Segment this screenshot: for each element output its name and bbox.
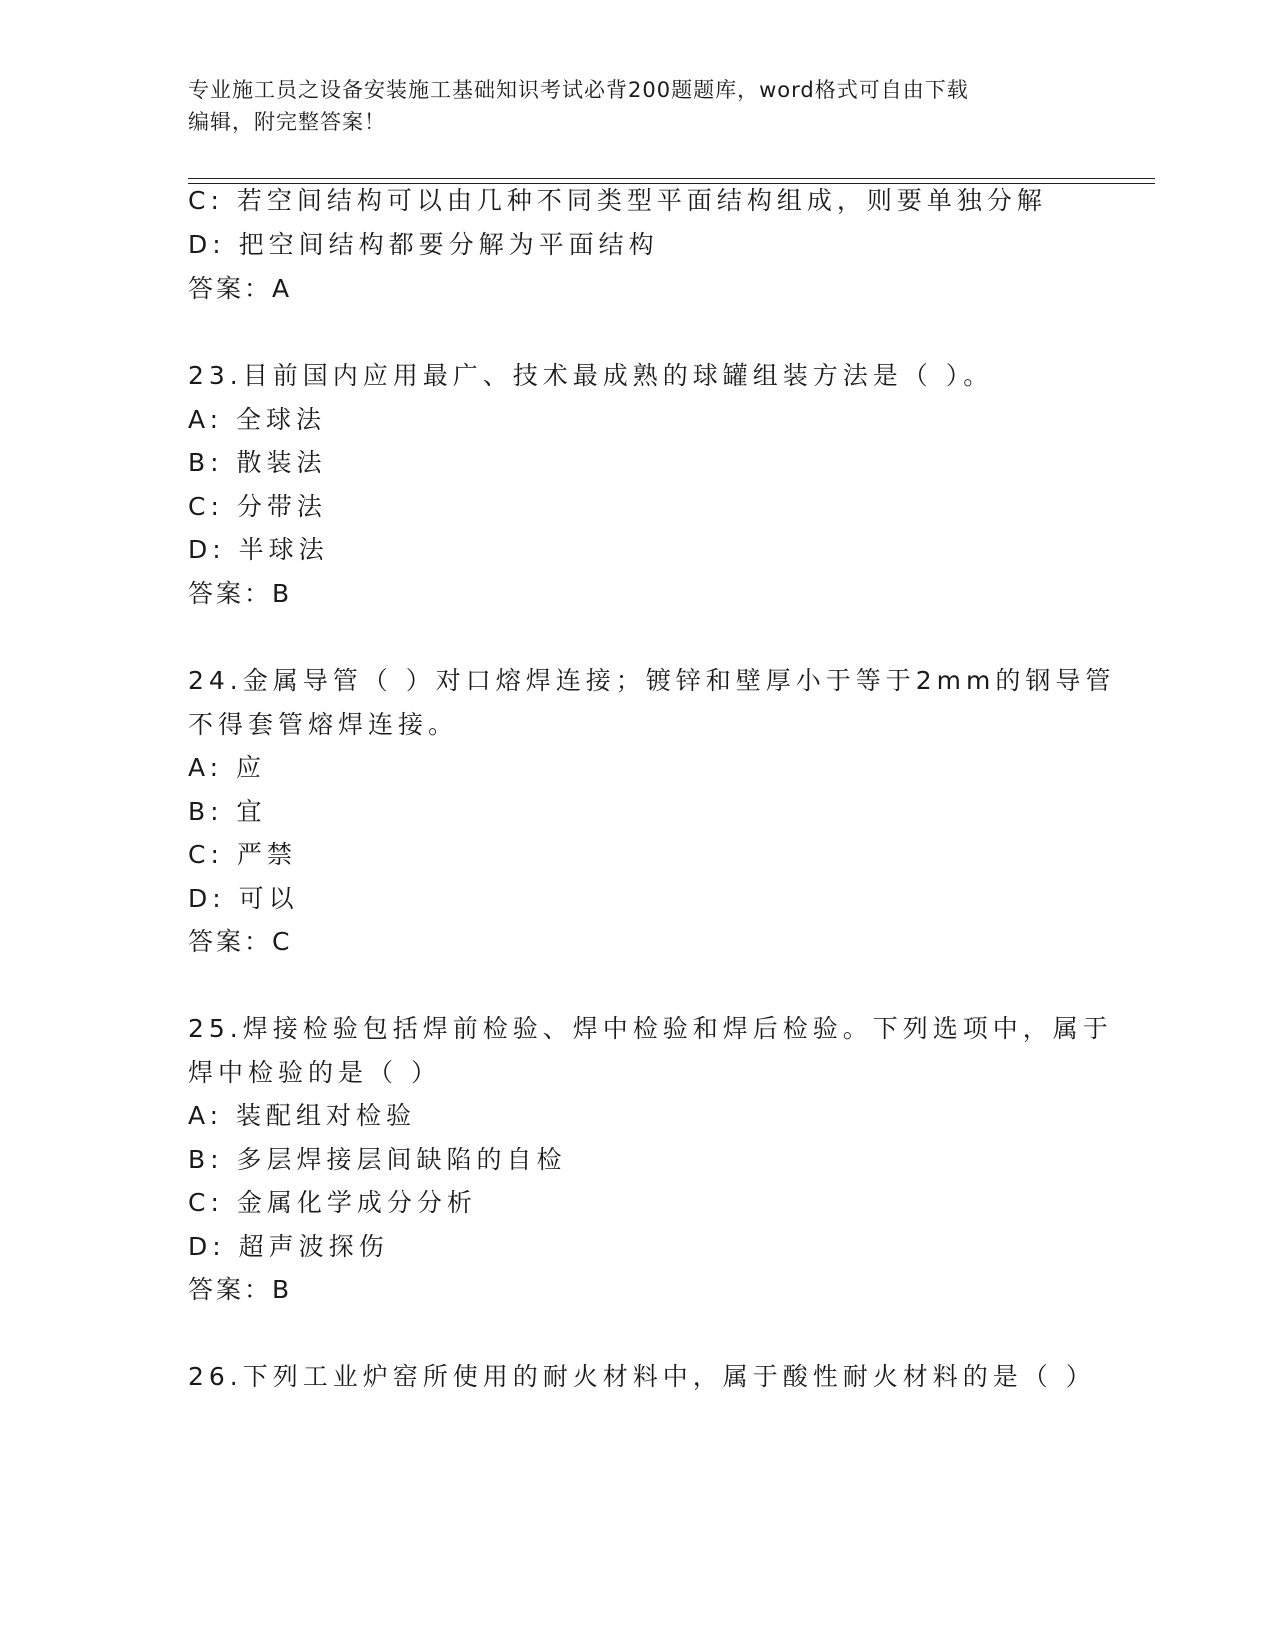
- q22-option-c: C: 若空间结构可以由几种不同类型平面结构组成，则要单独分解: [188, 186, 1047, 215]
- q24-question-line-1: 24.金属导管（ ）对口熔焊连接；镀锌和壁厚小于等于2mm的钢导管: [188, 666, 1116, 695]
- q25-option-d: D: 超声波探伤: [188, 1232, 389, 1261]
- q25-question-line-1: 25.焊接检验包括焊前检验、焊中检验和焊后检验。下列选项中，属于: [188, 1014, 1113, 1043]
- q22-answer: 答案：A: [188, 274, 293, 303]
- q25-option-b: B: 多层焊接层间缺陷的自检: [188, 1145, 567, 1174]
- q24-option-b: B: 宜: [188, 797, 267, 826]
- q22-option-d: D: 把空间结构都要分解为平面结构: [188, 230, 659, 259]
- q24-question-line-2: 不得套管熔焊连接。: [188, 710, 459, 739]
- q25-question-line-2: 焊中检验的是（ ）: [188, 1058, 441, 1087]
- header-line-2: 编辑，附完整答案！: [188, 110, 386, 134]
- header-line-1: 专业施工员之设备安装施工基础知识考试必背200题题库，word格式可自由下载: [188, 78, 969, 102]
- header-rule-top: [188, 178, 1155, 179]
- q24-option-d: D: 可以: [188, 884, 299, 913]
- q25-option-a: A: 装配组对检验: [188, 1101, 417, 1130]
- q23-option-c: C: 分带法: [188, 492, 327, 521]
- q26-question: 26.下列工业炉窑所使用的耐火材料中，属于酸性耐火材料的是（ ）: [188, 1362, 1096, 1391]
- document-header: [188, 74, 1088, 138]
- q23-question: 23.目前国内应用最广、技术最成熟的球罐组装方法是（ ）。: [188, 361, 994, 390]
- q24-option-a: A: 应: [188, 753, 267, 782]
- q23-option-d: D: 半球法: [188, 535, 329, 564]
- q24-option-c: C: 严禁: [188, 840, 297, 869]
- q24-answer: 答案：C: [188, 927, 293, 956]
- q25-option-c: C: 金属化学成分分析: [188, 1188, 477, 1217]
- q25-answer: 答案：B: [188, 1275, 293, 1304]
- q23-option-a: A: 全球法: [188, 405, 327, 434]
- q23-option-b: B: 散装法: [188, 448, 327, 477]
- q23-answer: 答案：B: [188, 579, 293, 608]
